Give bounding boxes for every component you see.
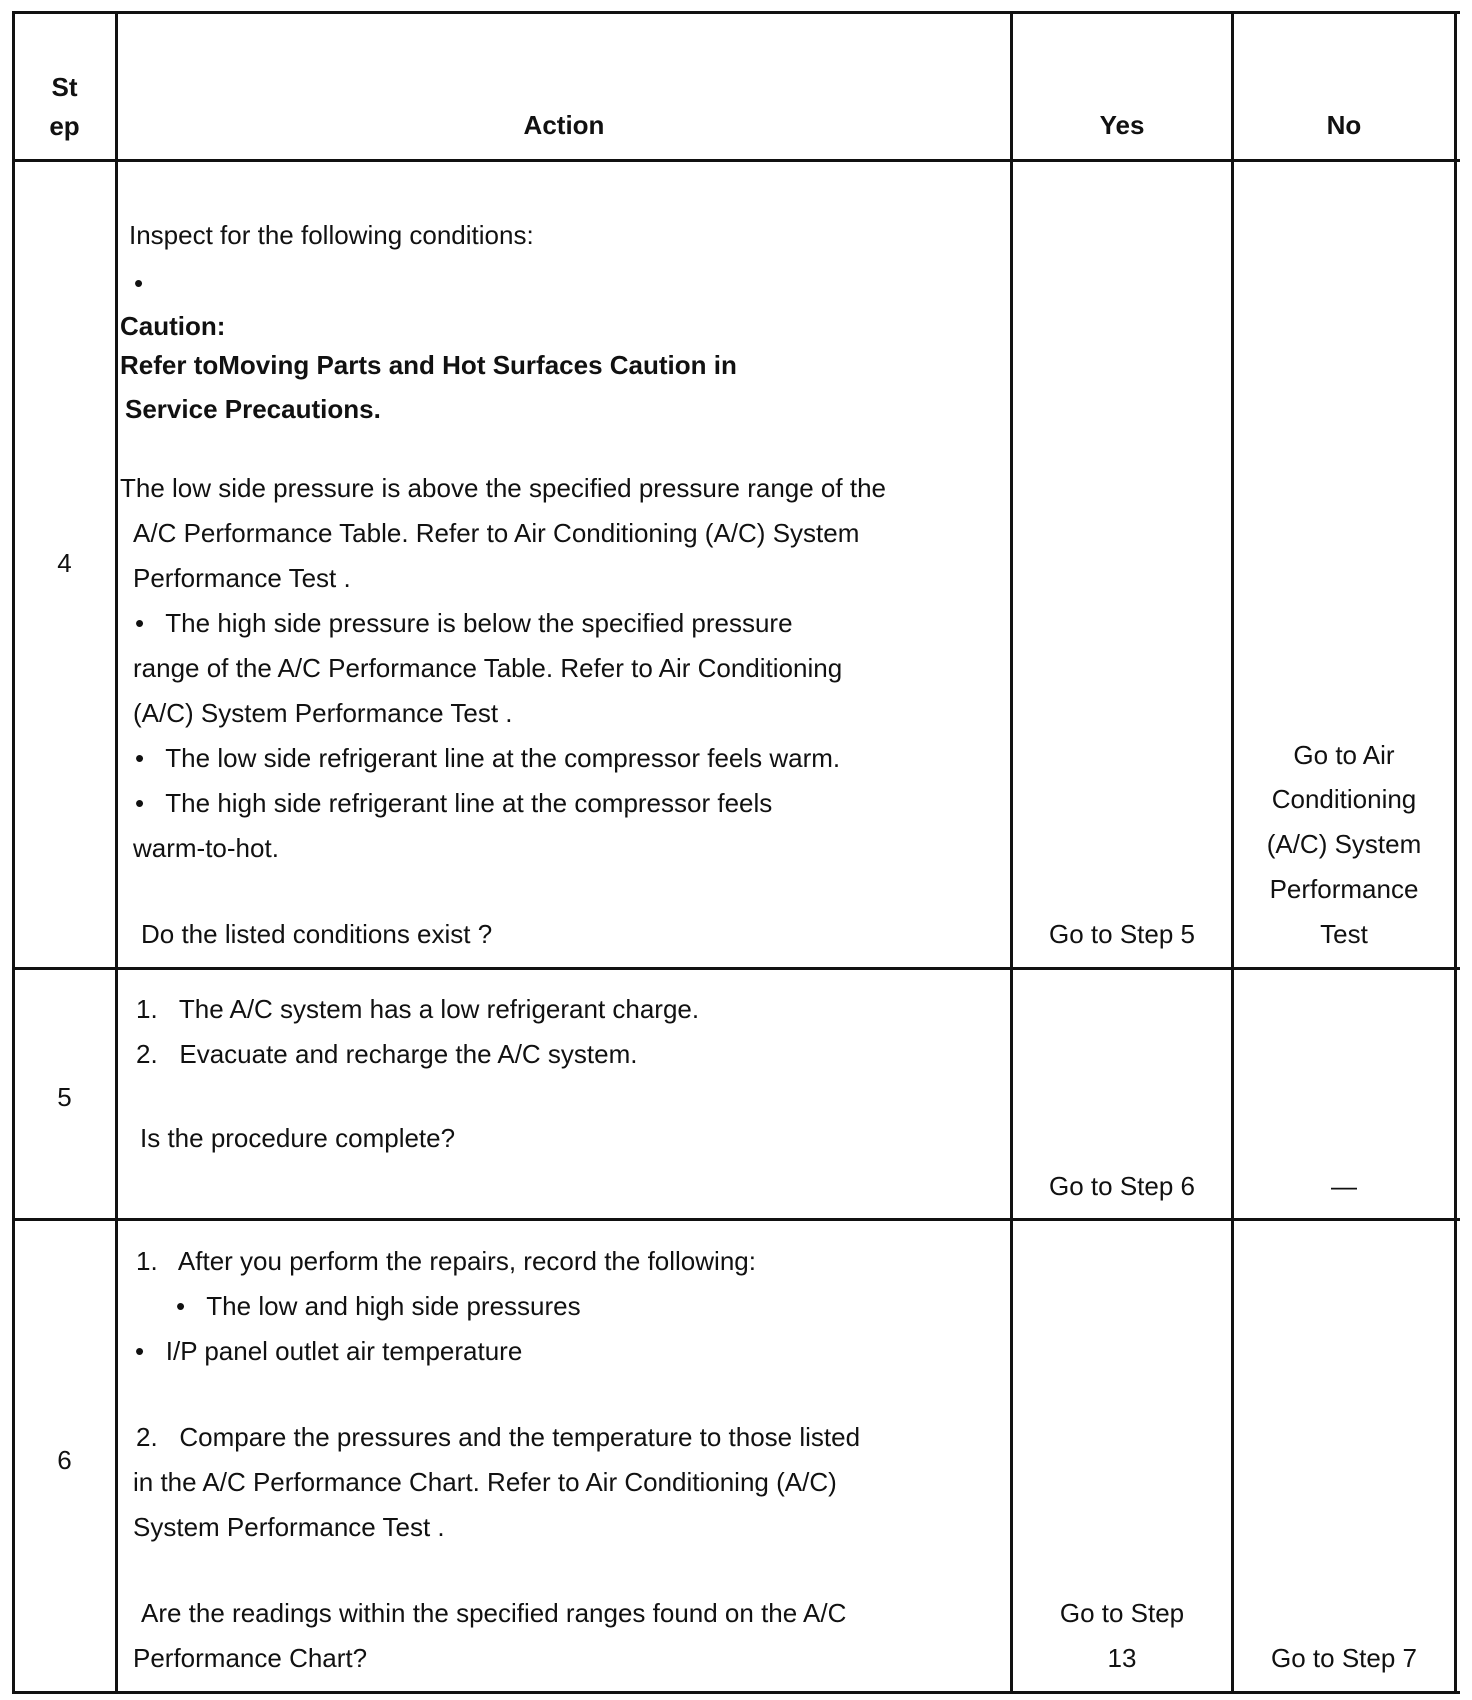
action-question: Performance Chart?: [133, 1643, 368, 1673]
no-result: Test: [1320, 919, 1368, 949]
no-result: Performance: [1269, 874, 1419, 904]
action-intro: Inspect for the following conditions:: [129, 220, 534, 250]
action-question: Do the listed conditions exist ?: [141, 919, 493, 949]
yes-result: Go to Step 5: [1049, 919, 1195, 949]
action-line: 1. After you perform the repairs, record the following:: [136, 1246, 756, 1276]
column-divider: [115, 11, 118, 1694]
action-line: • The low side refrigerant line at the compressor feels warm.: [135, 743, 841, 773]
header-step-line2: ep: [49, 111, 80, 141]
action-line: warm-to-hot.: [133, 833, 279, 863]
caution-text: Refer toMoving Parts and Hot Surfaces Caution in: [120, 350, 737, 380]
table-border-bottom: [12, 1691, 1460, 1694]
action-line: • The high side refrigerant line at the compressor feels: [135, 788, 773, 818]
action-line: • The low and high side pressures: [176, 1291, 581, 1321]
yes-result: 13: [1107, 1643, 1137, 1673]
row-divider: [12, 1218, 1460, 1221]
yes-result: Go to Step: [1059, 1598, 1185, 1628]
no-result: Go to Step 7: [1271, 1643, 1417, 1673]
action-line: (A/C) System Performance Test .: [133, 698, 513, 728]
table-border-right: [1454, 11, 1457, 1694]
header-step-line1: St: [51, 72, 78, 102]
action-line: A/C Performance Table. Refer to Air Conditioning (A/C) System: [133, 518, 860, 548]
header-divider: [12, 159, 1460, 162]
action-line: The low side pressure is above the specified pressure range of the: [120, 473, 886, 503]
action-question: Are the readings within the specified ranges found on the A/C: [141, 1598, 847, 1628]
row-divider: [12, 967, 1460, 970]
no-result: Conditioning: [1271, 784, 1417, 814]
action-line: • The high side pressure is below the specified pressure: [135, 608, 793, 638]
header-action: Action: [523, 110, 605, 140]
caution-title: Caution:: [120, 311, 226, 341]
caution-text: Service Precautions.: [125, 394, 381, 424]
action-line: 1. The A/C system has a low refrigerant charge.: [136, 994, 700, 1024]
action-line: 2. Evacuate and recharge the A/C system.: [136, 1039, 638, 1069]
no-result: —: [1331, 1171, 1357, 1201]
column-divider: [1010, 11, 1013, 1694]
action-line: 2. Compare the pressures and the temperature to those listed: [136, 1422, 861, 1452]
action-line: in the A/C Performance Chart. Refer to Air Conditioning (A/C): [133, 1467, 837, 1497]
action-line: System Performance Test .: [133, 1512, 445, 1542]
no-result: Go to Air: [1293, 740, 1395, 770]
action-line: range of the A/C Performance Table. Refer to Air Conditioning: [133, 653, 843, 683]
step-number: 6: [57, 1445, 72, 1475]
step-number: 4: [57, 548, 72, 578]
action-line: Performance Test .: [133, 563, 351, 593]
header-yes: Yes: [1099, 110, 1145, 140]
yes-result: Go to Step 6: [1049, 1171, 1195, 1201]
header-no: No: [1326, 110, 1362, 140]
table-border-top: [12, 11, 1460, 14]
action-question: Is the procedure complete?: [140, 1123, 456, 1153]
table-border-left: [12, 11, 15, 1694]
no-result: (A/C) System: [1266, 829, 1422, 859]
action-line: • I/P panel outlet air temperature: [135, 1336, 523, 1366]
step-number: 5: [57, 1082, 72, 1112]
action-bullet: •: [134, 268, 144, 298]
